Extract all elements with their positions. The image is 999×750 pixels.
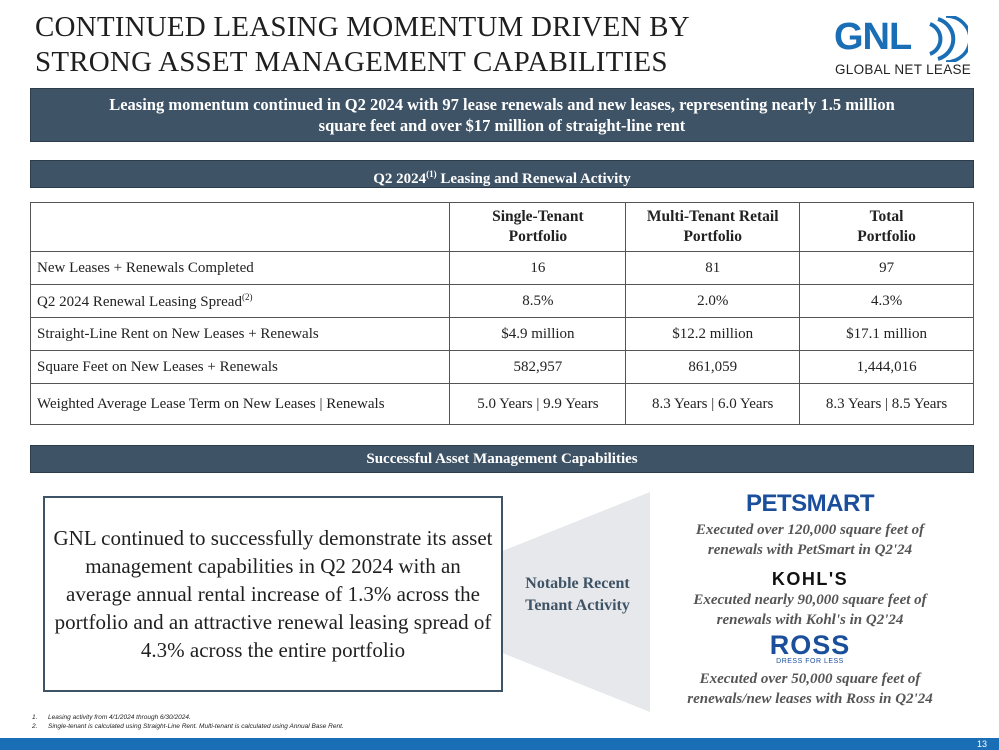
- table-cell: 8.3 Years | 8.5 Years: [800, 384, 974, 425]
- table-cell: 582,957: [450, 351, 626, 384]
- footnote: 1. Leasing activity from 4/1/2024 through 6/30/2024.: [32, 714, 191, 721]
- row-label: Square Feet on New Leases + Renewals: [31, 351, 450, 384]
- banner-line-2: square feet and over $17 million of straight-line rent: [318, 116, 686, 135]
- tenant-activity-kohls: Executed nearly 90,000 square feet of renewals with Kohl's in Q2'24: [693, 592, 927, 628]
- leasing-activity-table: [30, 202, 974, 425]
- table-cell: 81: [626, 252, 800, 285]
- footer-bar: [0, 738, 999, 750]
- gnl-arcs-icon: [924, 16, 968, 62]
- petsmart-logo: PETSMART: [746, 490, 874, 517]
- notable-tenant-label: Notable Recent Tenant Activity: [525, 575, 630, 614]
- table-cell: 4.3%: [800, 285, 974, 318]
- leasing-title-footnote: (1): [426, 169, 437, 179]
- leasing-title-prefix: Q2 2024: [373, 171, 427, 187]
- leasing-title-suffix: Leasing and Renewal Activity: [436, 171, 631, 187]
- ross-logo: ROSS DRESS FOR LESS: [769, 630, 851, 665]
- table-row: [31, 351, 974, 384]
- tenant-activity-ross: Executed over 50,000 square feet of renewals/new leases with Ross in Q2'24: [687, 671, 933, 707]
- footnote-ref: (2): [241, 291, 253, 302]
- logo-subtitle: GLOBAL NET LEASE: [835, 62, 972, 77]
- table-header-multi-tenant: Multi-Tenant Retail Portfolio: [626, 203, 800, 252]
- table-row: [31, 318, 974, 351]
- title-line-2: STRONG ASSET MANAGEMENT CAPABILITIES: [35, 46, 668, 78]
- table-cell: $12.2 million: [626, 318, 800, 351]
- asset-summary-box: [43, 496, 503, 692]
- table-row: [31, 252, 974, 285]
- leasing-section-header: [30, 160, 974, 188]
- table-header-row: [31, 203, 974, 252]
- row-label: Straight-Line Rent on New Leases + Renewals: [31, 318, 450, 351]
- table-header-single-tenant: Single-Tenant Portfolio: [450, 203, 626, 252]
- asset-summary-text: GNL continued to successfully demonstrate its asset management capabilities in Q2 2024 with an average annual rental increase of 1.3% across the portfolio and an attractive renewal leasing spread of 4.3% across the entire portfolio: [53, 526, 493, 662]
- table-cell: 16: [450, 252, 626, 285]
- table-header-total: Total Portfolio: [800, 203, 974, 252]
- banner-line-1: Leasing momentum continued in Q2 2024 with 97 lease renewals and new leases, representing nearly 1.5 million: [109, 95, 895, 114]
- table-cell: $4.9 million: [450, 318, 626, 351]
- asset-section-header: Successful Asset Management Capabilities: [30, 445, 974, 473]
- table-cell: 5.0 Years | 9.9 Years: [450, 384, 626, 425]
- table-cell: $17.1 million: [800, 318, 974, 351]
- tenant-activity-petsmart: Executed over 120,000 square feet of renewals with PetSmart in Q2'24: [695, 522, 925, 558]
- table-cell: 8.5%: [450, 285, 626, 318]
- title-line-1: CONTINUED LEASING MOMENTUM DRIVEN BY: [35, 11, 690, 43]
- table-cell: 1,444,016: [800, 351, 974, 384]
- row-label: Q2 2024 Renewal Leasing Spread$^{(2)}$: [31, 285, 450, 318]
- page-number: 13: [976, 739, 987, 749]
- footnotes: [32, 713, 344, 731]
- footnote: 2. Single-tenant is calculated using Straight-Line Rent. Multi-tenant is calculated using Annual Base Rent.: [32, 723, 344, 730]
- kohls-logo: KOHL'S: [771, 569, 849, 589]
- slide-title: [35, 10, 690, 80]
- table-cell: 8.3 Years | 6.0 Years: [626, 384, 800, 425]
- table-cell: 2.0%: [626, 285, 800, 318]
- table-header-blank: [31, 203, 450, 252]
- headline-banner: [30, 88, 974, 142]
- row-label: Weighted Average Lease Term on New Leases | Renewals: [31, 384, 450, 425]
- table-cell: 861,059: [626, 351, 800, 384]
- table-cell: 97: [800, 252, 974, 285]
- table-row: [31, 384, 974, 425]
- row-label: New Leases + Renewals Completed: [31, 252, 450, 285]
- gnl-logo: [832, 14, 972, 84]
- logo-wordmark: GNL: [834, 16, 912, 58]
- table-row: [31, 285, 974, 318]
